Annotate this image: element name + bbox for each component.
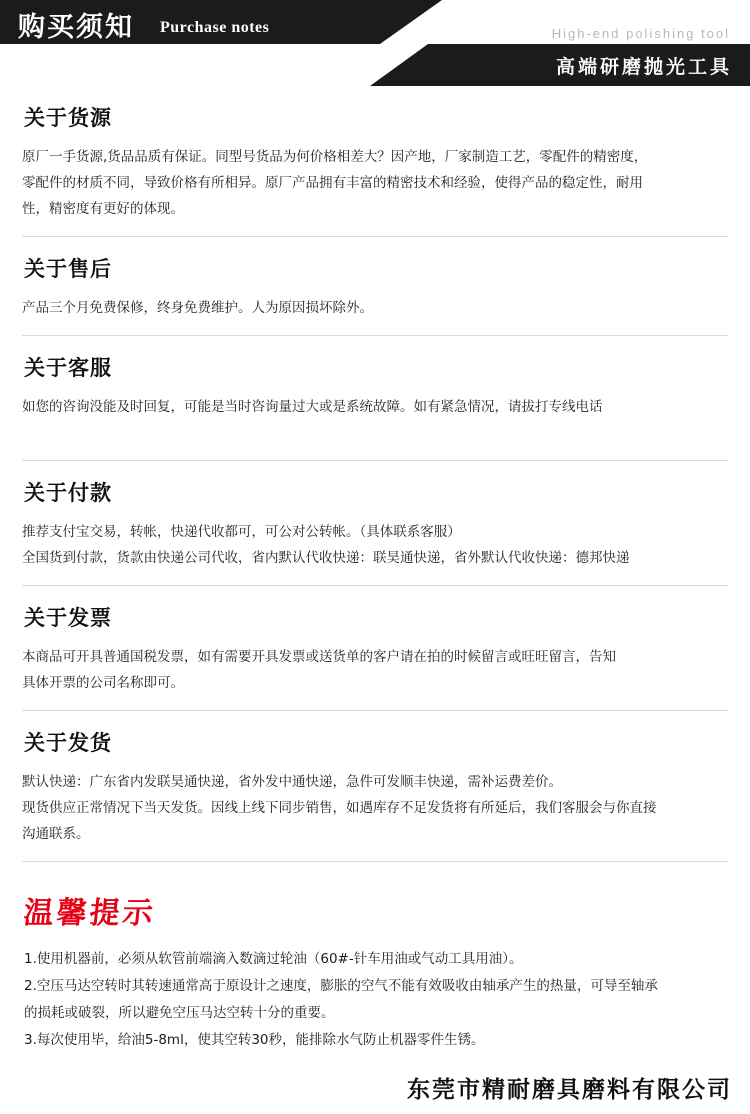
section-line: 如您的咨询没能及时回复，可能是当时咨询量过大或是系统故障。如有紧急情况，请拔打专线电话: [22, 399, 603, 415]
header-english-tagline: High-end polishing tool: [551, 26, 730, 41]
tips-body: [24, 946, 734, 1054]
section-body: [22, 519, 734, 571]
section-line: 本商品可开具普通国税发票，如有需要开具发票或送货单的客户请在拍的时候留言或旺旺留言，告知: [22, 649, 616, 665]
tips-line: 2.空压马达空转时其转速通常高于原设计之速度，膨胀的空气不能有效吸收由轴承产生的热量，可导至轴承: [24, 978, 658, 994]
tips-line: 1.使用机器前，必须从软管前端滴入数滴过轮油（60#-针车用油或气动工具用油）。: [24, 951, 523, 967]
section-body: [22, 644, 734, 696]
page-header: [0, 0, 750, 86]
section-invoice: [16, 586, 734, 711]
section-title: 关于货源: [24, 106, 112, 130]
section-body: [22, 144, 734, 222]
section-body: [22, 394, 734, 446]
section-line: 原厂一手货源,货品品质有保证。同型号货品为何价格相差大？因产地，厂家制造工艺，零配件的精密度，: [22, 149, 648, 165]
header-chinese-title: 购买须知: [18, 12, 134, 43]
section-line: 现货供应正常情况下当天发货。因线上线下同步销售，如遇库存不足发货将有所延后，我们客服会与你直接: [22, 800, 657, 816]
section-title: 关于售后: [24, 257, 112, 281]
section-line: 全国货到付款，货款由快递公司代收，省内默认代收快递：联昊通快递，省外默认代收快递：德邦快递: [22, 550, 630, 566]
company-name: 东莞市精耐磨具磨料有限公司: [407, 1077, 732, 1103]
section-title: 关于发票: [24, 606, 112, 630]
section-customer-service: [16, 336, 734, 461]
section-line: 产品三个月免费保修，终身免费维护。人为原因损坏除外。: [22, 300, 373, 316]
section-line: 推荐支付宝交易，转帐，快递代收都可，可公对公转帐。（具体联系客服）: [22, 524, 461, 540]
header-chinese-tagline: 高端研磨抛光工具: [555, 56, 732, 78]
section-after-sales: [16, 237, 734, 336]
section-line: 沟通联系。: [22, 826, 90, 842]
purchase-notes-content: [0, 86, 750, 862]
section-title: 关于发货: [24, 731, 112, 755]
tips-title: 温馨提示: [21, 896, 158, 931]
page-footer: [0, 1056, 750, 1114]
section-line: 具体开票的公司名称即可。: [22, 675, 184, 691]
section-body: [22, 295, 734, 321]
section-line: 零配件的材质不同，导致价格有所相异。原厂产品拥有丰富的精密技术和经验，使得产品的稳定性，耐用: [22, 175, 643, 191]
section-line: 默认快递：广东省内发联昊通快递，省外发中通快递，急件可发顺丰快递，需补运费差价。: [22, 774, 562, 790]
section-line: 性，精密度有更好的体现。: [22, 201, 184, 217]
header-english-subtitle: Purchase notes: [160, 19, 270, 36]
tips-line: 3.每次使用毕，给油5-8ml，使其空转30秒，能排除水气防止机器零件生锈。: [24, 1032, 485, 1048]
section-title: 关于客服: [24, 356, 112, 380]
tips-line: 的损耗或破裂，所以避免空压马达空转十分的重要。: [24, 1005, 335, 1021]
section-body: [22, 769, 734, 847]
section-line-blank: [22, 420, 734, 446]
section-source: [16, 86, 734, 237]
section-shipping: [16, 711, 734, 862]
section-payment: [16, 461, 734, 586]
section-title: 关于付款: [24, 481, 112, 505]
tips-block: [0, 862, 750, 1054]
